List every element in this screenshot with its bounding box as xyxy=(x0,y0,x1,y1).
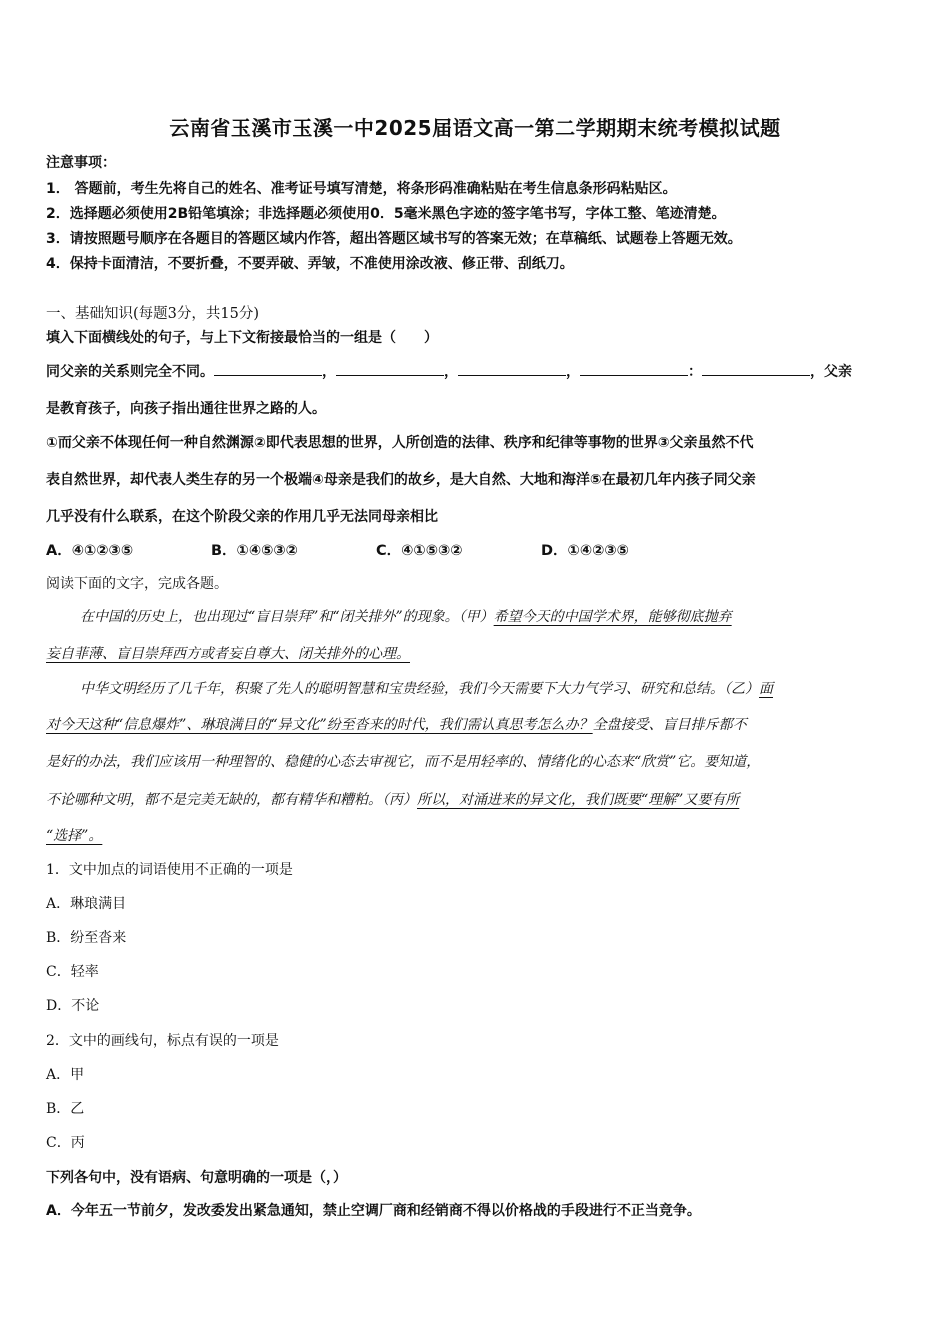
answer-blank xyxy=(580,363,688,376)
notice-item: 4．保持卡面清洁，不要折叠，不要弄破、弄皱，不准使用涂改液、修正带、刮纸刀。 xyxy=(46,256,574,272)
section-heading: 一、基础知识(每题3分，共15分) xyxy=(46,306,259,322)
option-c: C．丙 xyxy=(46,1135,85,1151)
passage-line xyxy=(46,643,906,663)
sentence-list-line: 几乎没有什么联系，在这个阶段父亲的作用几乎无法同母亲相比 xyxy=(46,509,438,525)
underlined-sentence: 所以，对涌进来的异文化，我们既要“理解”又要有所 xyxy=(417,792,740,808)
passage-text: 中华文明经历了几千年，积聚了先人的聪明智慧和宝贵经验，我们今天需要下大力气学习、研究和总结。（乙） xyxy=(80,681,759,697)
passage-text: 全盘接受、盲目排斥都不 xyxy=(592,717,747,733)
answer-blank xyxy=(458,363,566,376)
option-b: B．乙 xyxy=(46,1101,85,1117)
option-a: A．琳琅满目 xyxy=(46,896,127,912)
underlined-sentence: “选择”。 xyxy=(46,828,103,844)
option-d: D．①④②③⑤ xyxy=(541,543,629,559)
option-d: D．不论 xyxy=(46,998,100,1014)
separator: ， xyxy=(566,364,580,380)
blank-line-start: 同父亲的关系则完全不同。 xyxy=(46,364,214,380)
reading-intro: 阅读下面的文字，完成各题。 xyxy=(46,576,228,592)
passage-line xyxy=(46,678,940,698)
answer-blank xyxy=(336,363,444,376)
fill-blank-line xyxy=(46,361,906,381)
separator: ， xyxy=(322,364,336,380)
passage-line xyxy=(46,714,906,734)
option-c: C．④①⑤③② xyxy=(376,543,463,559)
sentence-list-line: 表自然世界，却代表人类生存的另一个极端④母亲是我们的故乡，是大自然、大地和海洋⑤在最初几年内孩子同父亲 xyxy=(46,472,756,488)
passage-line xyxy=(46,606,940,626)
passage-line: 是好的办法，我们应该用一种理智的、稳健的心态去审视它，而不是用轻率的、情绪化的心态来“欣赏”它。要知道， xyxy=(46,754,761,770)
blank-line-end: ，父亲 xyxy=(810,364,852,380)
underlined-sentence: 面 xyxy=(759,681,773,697)
passage-line xyxy=(46,825,906,845)
option-c: C．轻率 xyxy=(46,964,99,980)
option-a: A．甲 xyxy=(46,1067,85,1083)
separator: ， xyxy=(444,364,458,380)
underlined-sentence: 对今天这种“信息爆炸”、琳琅满目的“异文化”纷至沓来的时代，我们需认真思考怎么办？ xyxy=(46,717,593,733)
notice-item: 3．请按照题号顺序在各题目的答题区域内作答，超出答题区域书写的答案无效；在草稿纸、试题卷上答题无效。 xyxy=(46,231,742,247)
option-b: B．①④⑤③② xyxy=(211,543,298,559)
option-a: A．今年五一节前夕，发改委发出紧急通知，禁止空调厂商和经销商不得以价格战的手段进行不正当竞争。 xyxy=(46,1203,701,1219)
page-title: 云南省玉溪市玉溪一中2025届语文高一第二学期期末统考模拟试题 xyxy=(169,116,781,140)
question-stem: 下列各句中，没有语病、句意明确的一项是（，） xyxy=(46,1170,347,1186)
option-a: A．④①②③⑤ xyxy=(46,543,134,559)
answer-blank xyxy=(702,363,810,376)
notice-heading: 注意事项： xyxy=(46,155,116,171)
notice-item: 1． 答题前，考生先将自己的姓名、准考证号填写清楚，将条形码准确粘贴在考生信息条形码粘贴区。 xyxy=(46,181,677,197)
sentence-list-line: ①而父亲不体现任何一种自然渊源②即代表思想的世界，人所创造的法律、秩序和纪律等事物的世界③父亲虽然不代 xyxy=(46,435,754,451)
passage-text: 不论哪种文明，都不是完美无缺的，都有精华和糟粕。（丙） xyxy=(46,792,417,808)
question-stem: 2．文中的画线句，标点有误的一项是 xyxy=(46,1033,279,1049)
passage-text: 在中国的历史上，也出现过“盲目崇拜”和“闭关排外”的现象。（甲） xyxy=(80,609,494,625)
underlined-sentence: 希望今天的中国学术界，能够彻底抛弃 xyxy=(493,609,732,625)
underlined-sentence: 妄自菲薄、盲目崇拜西方或者妄自尊大、闭关排外的心理。 xyxy=(46,646,410,662)
question-stem: 填入下面横线处的句子，与上下文衔接最恰当的一组是（ ） xyxy=(46,330,438,346)
answer-blank xyxy=(214,363,322,376)
notice-item: 2．选择题必须使用2B铅笔填涂；非选择题必须使用0．5毫米黑色字迹的签字笔书写，字体工整、笔迹清楚。 xyxy=(46,206,726,222)
answer-options xyxy=(46,539,706,560)
separator: ： xyxy=(688,364,702,380)
passage-line xyxy=(46,789,906,809)
context-line: 是教育孩子，向孩子指出通往世界之路的人。 xyxy=(46,401,326,417)
option-b: B．纷至沓来 xyxy=(46,930,127,946)
question-stem: 1．文中加点的词语使用不正确的一项是 xyxy=(46,862,293,878)
